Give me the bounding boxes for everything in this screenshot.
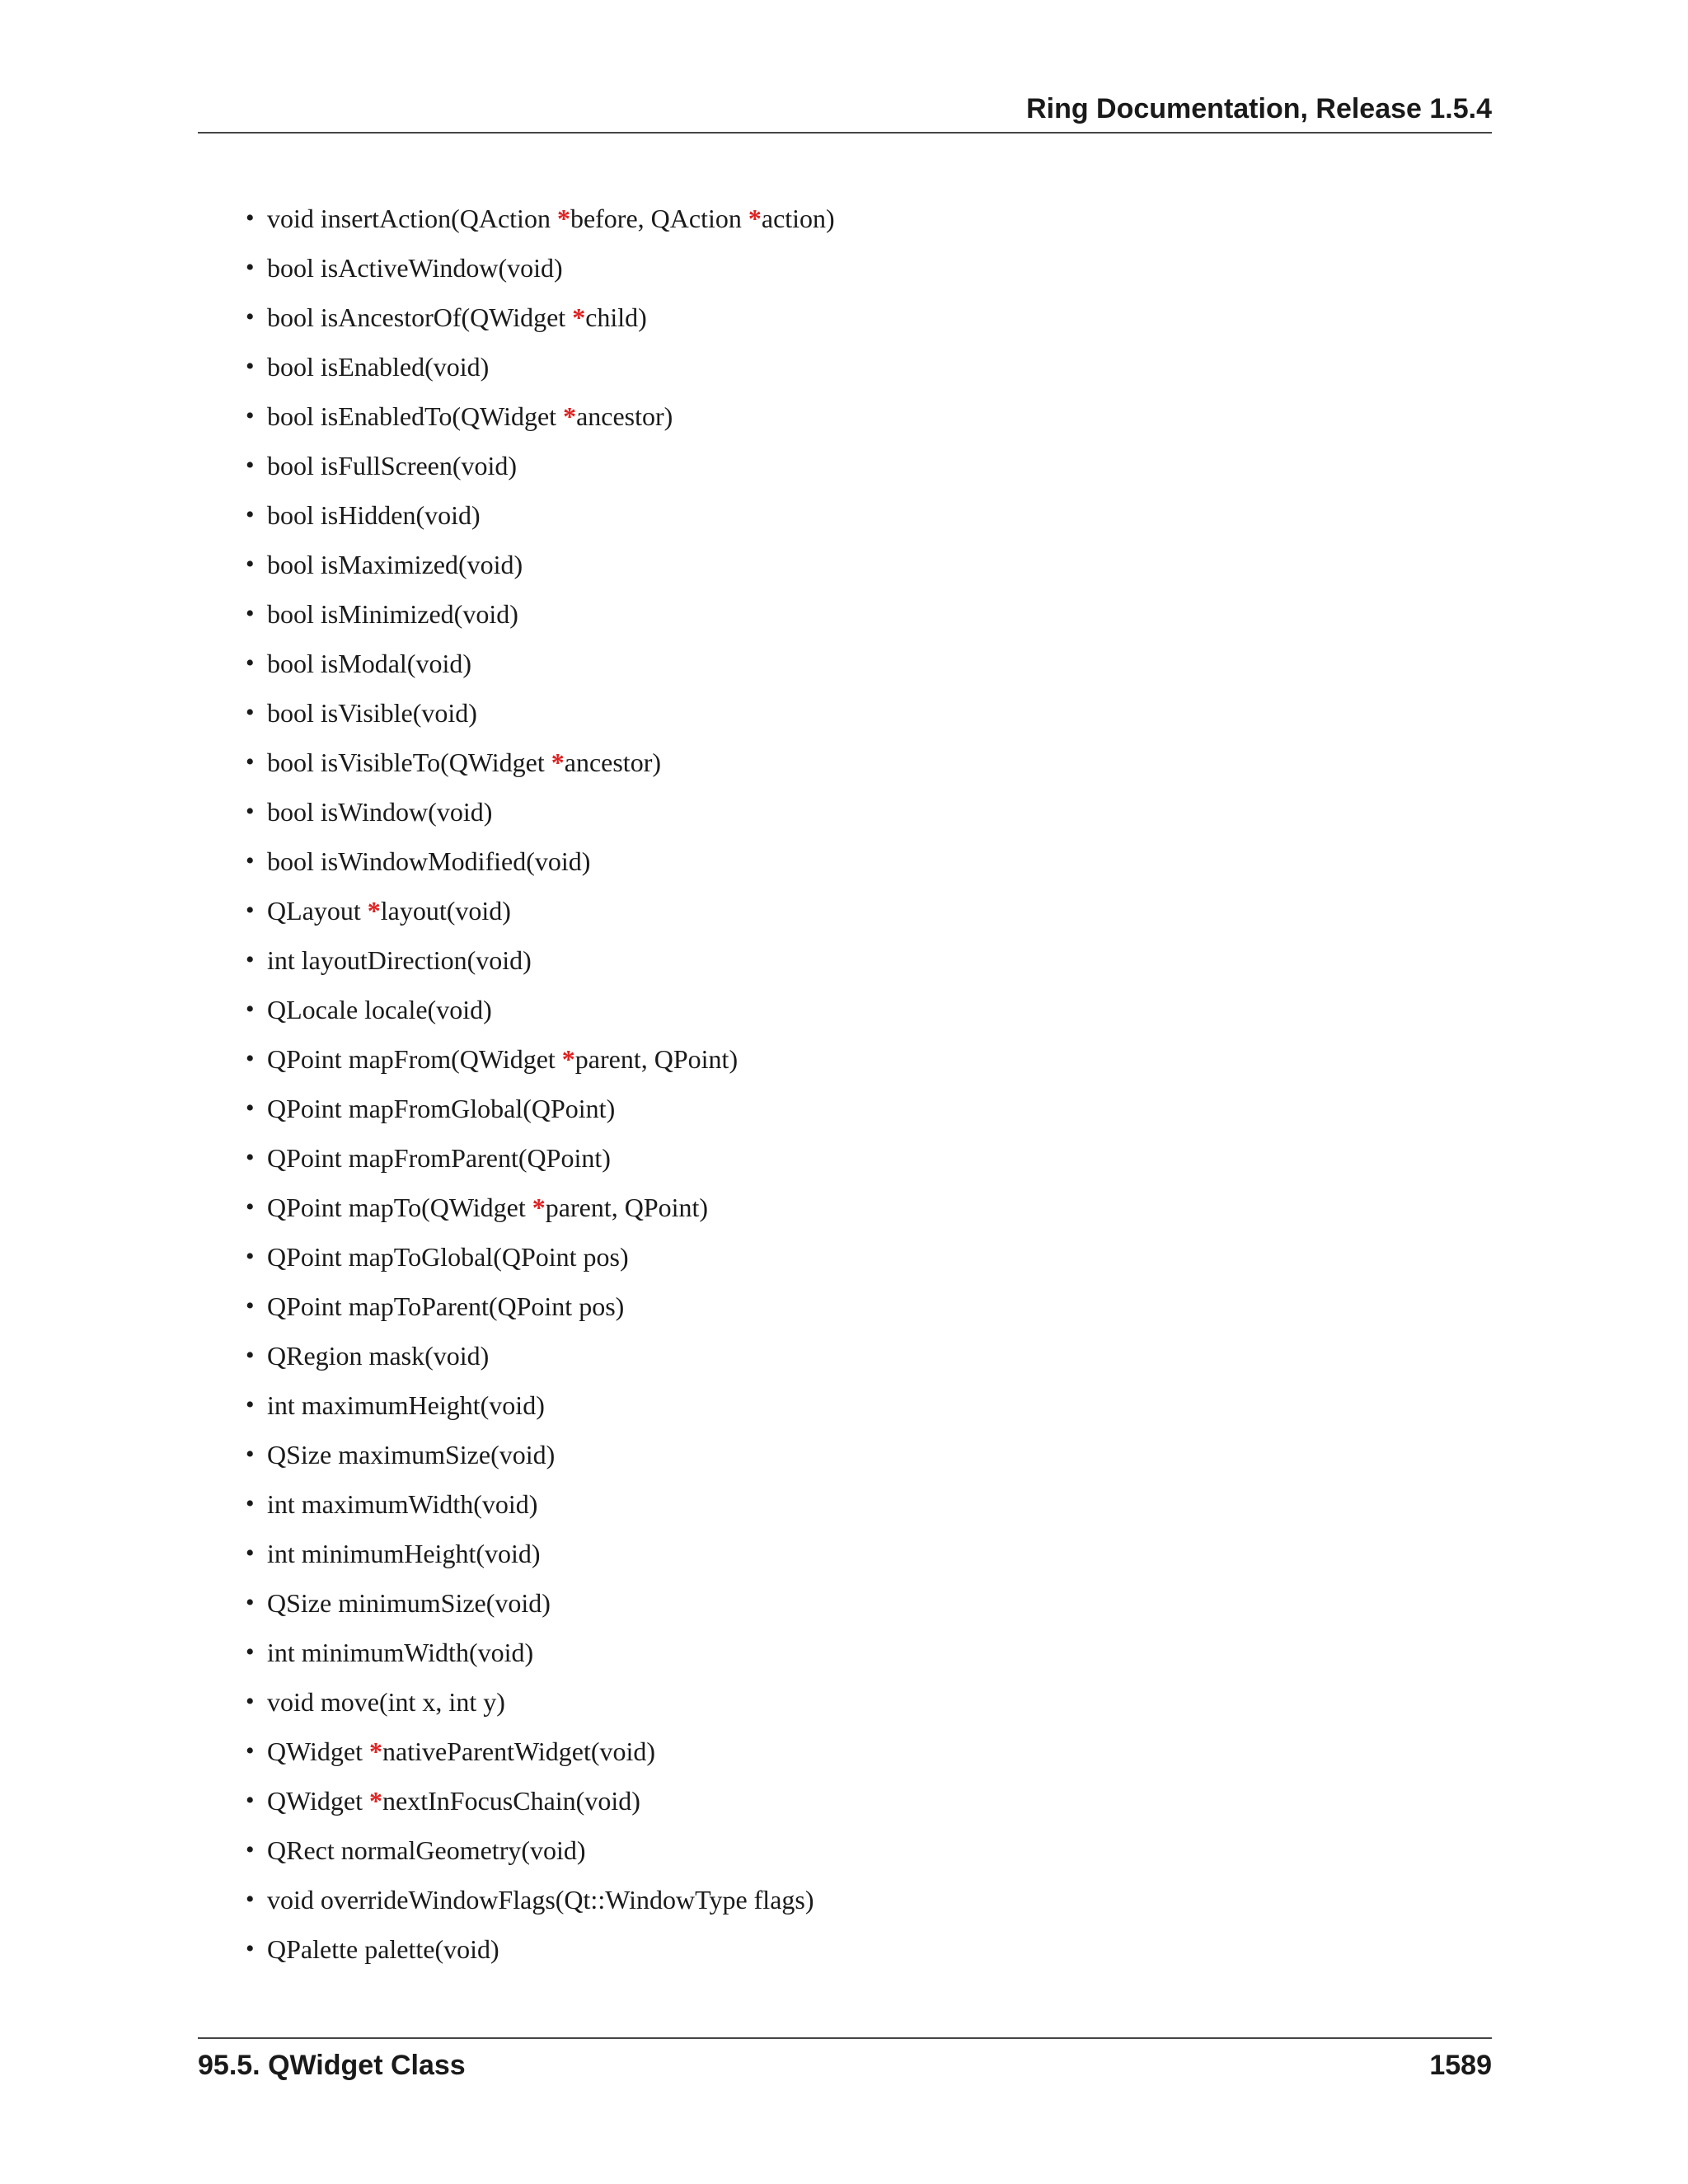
list-item xyxy=(246,1479,835,1529)
signature-text: nativeParentWidget(void) xyxy=(382,1736,656,1766)
list-item xyxy=(246,1331,835,1380)
signature-text: QLayout xyxy=(267,896,368,926)
signature-text: parent, QPoint) xyxy=(545,1193,709,1222)
list-item xyxy=(246,1924,835,1974)
bullet-icon: • xyxy=(246,1688,255,1715)
signature-text: void move(int x, int y) xyxy=(267,1687,505,1717)
signature-text: bool isHidden(void) xyxy=(267,500,481,530)
signature-text: QPoint mapToParent(QPoint pos) xyxy=(267,1291,625,1321)
page-header xyxy=(198,92,1492,134)
list-item xyxy=(246,738,835,787)
bullet-icon: • xyxy=(246,1144,255,1171)
list-item xyxy=(246,1825,835,1875)
signature-text: bool isActiveWindow(void) xyxy=(267,253,563,283)
pointer-asterisk: * xyxy=(369,1736,383,1766)
bullet-icon: • xyxy=(246,1638,255,1666)
page-footer xyxy=(198,2037,1492,2088)
method-signature xyxy=(267,995,492,1024)
method-signature xyxy=(267,1440,555,1469)
list-item xyxy=(246,1232,835,1282)
signature-text: int minimumHeight(void) xyxy=(267,1539,541,1568)
method-signature xyxy=(267,1143,611,1173)
signature-text: bool isMaximized(void) xyxy=(267,550,523,579)
signature-text: layout(void) xyxy=(380,896,511,926)
method-signature xyxy=(267,1736,655,1766)
list-item xyxy=(246,688,835,738)
method-signature xyxy=(267,896,511,926)
method-signature xyxy=(267,1786,640,1816)
method-signature xyxy=(267,401,673,431)
signature-text: QPalette palette(void) xyxy=(267,1934,499,1964)
signature-text: bool isModal(void) xyxy=(267,649,471,678)
list-item xyxy=(246,1529,835,1578)
signature-text: bool isEnabled(void) xyxy=(267,352,490,382)
method-signature xyxy=(267,1489,537,1519)
method-signature xyxy=(267,1687,505,1717)
pointer-asterisk: * xyxy=(748,204,762,233)
signature-text: bool isWindow(void) xyxy=(267,797,493,827)
signature-text: action) xyxy=(761,204,835,233)
bullet-icon: • xyxy=(246,1094,255,1122)
method-signature xyxy=(267,1341,489,1371)
bullet-icon: • xyxy=(246,1342,255,1369)
list-item xyxy=(246,985,835,1034)
list-item xyxy=(246,1875,835,1924)
list-item xyxy=(246,1183,835,1232)
bullet-icon: • xyxy=(246,1540,255,1567)
bullet-icon: • xyxy=(246,1243,255,1270)
signature-text: bool isVisibleTo(QWidget xyxy=(267,748,551,777)
signature-text: bool isWindowModified(void) xyxy=(267,846,591,876)
signature-text: QSize maximumSize(void) xyxy=(267,1440,556,1469)
signature-text: QRect normalGeometry(void) xyxy=(267,1835,586,1865)
bullet-icon: • xyxy=(246,1737,255,1765)
list-item xyxy=(246,243,835,293)
signature-text: bool isMinimized(void) xyxy=(267,599,518,629)
method-signature xyxy=(267,1934,499,1964)
method-signature xyxy=(267,1193,708,1222)
signature-text: QRegion mask(void) xyxy=(267,1341,490,1371)
signature-text: QWidget xyxy=(267,1736,370,1766)
signature-text: before, QAction xyxy=(570,204,748,233)
signature-text: void overrideWindowFlags(Qt::WindowType flags) xyxy=(267,1885,814,1915)
list-item xyxy=(246,935,835,985)
pointer-asterisk: * xyxy=(532,1193,546,1222)
method-signature xyxy=(267,204,835,233)
method-signature xyxy=(267,846,590,876)
section-title: 95.5. QWidget Class xyxy=(198,2050,466,2081)
bullet-icon: • xyxy=(246,798,255,825)
bullet-icon: • xyxy=(246,551,255,578)
list-item xyxy=(246,342,835,391)
list-item xyxy=(246,1776,835,1825)
method-signature xyxy=(267,1835,586,1865)
document-title: Ring Documentation, Release 1.5.4 xyxy=(1026,93,1492,124)
list-item xyxy=(246,293,835,342)
method-signature xyxy=(267,451,517,480)
pointer-asterisk: * xyxy=(367,896,381,926)
method-signature xyxy=(267,599,518,629)
bullet-icon: • xyxy=(246,501,255,528)
bullet-icon: • xyxy=(246,946,255,973)
bullet-icon: • xyxy=(246,1836,255,1863)
signature-text: bool isFullScreen(void) xyxy=(267,451,518,480)
method-signature xyxy=(267,253,563,283)
signature-text: QSize minimumSize(void) xyxy=(267,1588,551,1618)
bullet-icon: • xyxy=(246,254,255,281)
bullet-icon: • xyxy=(246,600,255,627)
method-signature xyxy=(267,698,477,728)
list-item xyxy=(246,540,835,589)
method-signature xyxy=(267,1242,629,1272)
signature-text: parent, QPoint) xyxy=(574,1044,738,1074)
signature-text: QPoint mapFrom(QWidget xyxy=(267,1044,562,1074)
list-item xyxy=(246,194,835,243)
signature-text: void insertAction(QAction xyxy=(267,204,557,233)
signature-text: QPoint mapFromParent(QPoint) xyxy=(267,1143,611,1173)
bullet-icon: • xyxy=(246,847,255,874)
pointer-asterisk: * xyxy=(561,1044,575,1074)
bullet-icon: • xyxy=(246,699,255,726)
method-list xyxy=(246,194,835,1974)
signature-text: QPoint mapTo(QWidget xyxy=(267,1193,532,1222)
signature-text: child) xyxy=(585,302,647,332)
method-signature xyxy=(267,302,647,332)
method-signature xyxy=(267,649,471,678)
bullet-icon: • xyxy=(246,1787,255,1814)
method-signature xyxy=(267,797,492,827)
list-item xyxy=(246,837,835,886)
bullet-icon: • xyxy=(246,1045,255,1072)
pointer-asterisk: * xyxy=(551,748,565,777)
list-item xyxy=(246,1084,835,1133)
method-signature xyxy=(267,352,489,382)
bullet-icon: • xyxy=(246,353,255,380)
list-item xyxy=(246,589,835,639)
bullet-icon: • xyxy=(246,1490,255,1517)
signature-text: ancestor) xyxy=(576,401,673,431)
pointer-asterisk: * xyxy=(572,302,586,332)
list-item xyxy=(246,787,835,837)
list-item xyxy=(246,1628,835,1677)
method-signature xyxy=(267,1885,814,1915)
signature-text: int minimumWidth(void) xyxy=(267,1638,534,1667)
list-item xyxy=(246,1380,835,1430)
method-signature xyxy=(267,550,523,579)
list-item xyxy=(246,490,835,540)
bullet-icon: • xyxy=(246,1193,255,1221)
list-item xyxy=(246,391,835,441)
bullet-icon: • xyxy=(246,897,255,924)
signature-text: ancestor) xyxy=(564,748,661,777)
list-item xyxy=(246,1727,835,1776)
page-number: 1589 xyxy=(1429,2050,1492,2081)
method-signature xyxy=(267,1291,624,1321)
signature-text: int layoutDirection(void) xyxy=(267,945,532,975)
signature-text: int maximumWidth(void) xyxy=(267,1489,538,1519)
list-item xyxy=(246,1677,835,1727)
signature-text: QPoint mapFromGlobal(QPoint) xyxy=(267,1094,616,1123)
method-signature xyxy=(267,1588,551,1618)
list-item xyxy=(246,441,835,490)
method-signature xyxy=(267,1044,738,1074)
signature-text: QPoint mapToGlobal(QPoint pos) xyxy=(267,1242,629,1272)
method-signature xyxy=(267,1390,545,1420)
signature-text: nextInFocusChain(void) xyxy=(382,1786,640,1816)
bullet-icon: • xyxy=(246,649,255,677)
method-signature xyxy=(267,500,481,530)
method-signature xyxy=(267,748,661,777)
list-item xyxy=(246,1578,835,1628)
list-item xyxy=(246,1282,835,1331)
signature-text: bool isVisible(void) xyxy=(267,698,477,728)
signature-text: bool isEnabledTo(QWidget xyxy=(267,401,564,431)
bullet-icon: • xyxy=(246,996,255,1023)
bullet-icon: • xyxy=(246,1391,255,1418)
method-signature xyxy=(267,1539,541,1568)
bullet-icon: • xyxy=(246,1292,255,1319)
bullet-icon: • xyxy=(246,748,255,776)
bullet-icon: • xyxy=(246,1886,255,1913)
bullet-icon: • xyxy=(246,1589,255,1616)
signature-text: QLocale locale(void) xyxy=(267,995,492,1024)
bullet-icon: • xyxy=(246,1441,255,1468)
list-item xyxy=(246,1133,835,1183)
bullet-icon: • xyxy=(246,1935,255,1962)
signature-text: bool isAncestorOf(QWidget xyxy=(267,302,573,332)
method-signature xyxy=(267,945,532,975)
pointer-asterisk: * xyxy=(563,401,577,431)
bullet-icon: • xyxy=(246,303,255,330)
signature-text: int maximumHeight(void) xyxy=(267,1390,545,1420)
pointer-asterisk: * xyxy=(556,204,570,233)
method-signature xyxy=(267,1094,615,1123)
list-item xyxy=(246,1034,835,1084)
list-item xyxy=(246,886,835,935)
pointer-asterisk: * xyxy=(369,1786,383,1816)
list-item xyxy=(246,639,835,688)
bullet-icon: • xyxy=(246,402,255,429)
method-signature xyxy=(267,1638,533,1667)
bullet-icon: • xyxy=(246,204,255,232)
list-item xyxy=(246,1430,835,1479)
bullet-icon: • xyxy=(246,452,255,479)
signature-text: QWidget xyxy=(267,1786,370,1816)
